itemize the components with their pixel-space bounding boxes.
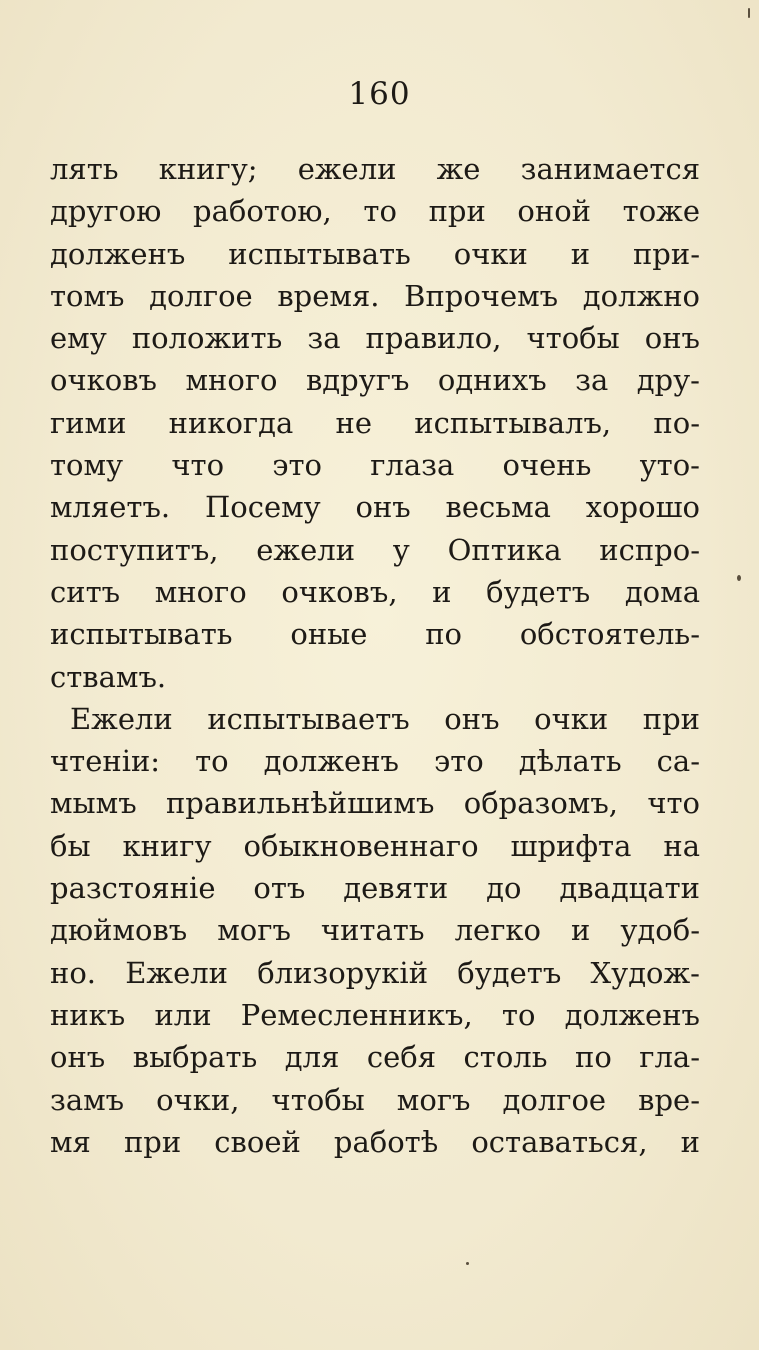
text-line: томъ долгое время. Впрочемъ должно	[50, 278, 700, 313]
text-line: разстояніе отъ девяти до двадцати	[50, 871, 700, 906]
text-line: замъ очки, чтобы могъ долгое вре-	[50, 1082, 700, 1117]
body-text	[50, 148, 700, 1163]
text-line: поступитъ, ежели у Оптика испро-	[50, 532, 700, 567]
text-line: тому что это глаза очень уто-	[50, 448, 700, 483]
text-line: ствамъ.	[50, 659, 167, 694]
text-line: но. Ежели близорукій будетъ Худож-	[50, 955, 700, 990]
paper-speck	[737, 575, 741, 581]
text-line: Ежели испытываетъ онъ очки при	[70, 701, 700, 736]
text-line: гими никогда не испытывалъ, по-	[50, 405, 700, 440]
text-line: испытывать оные по обстоятель-	[50, 617, 700, 652]
text-line: ему положить за правило, чтобы онъ	[50, 321, 700, 356]
paragraph	[50, 148, 700, 698]
text-line: мляетъ. Посему онъ весьма хорошо	[50, 490, 700, 525]
text-line: ситъ много очковъ, и будетъ дома	[50, 574, 700, 609]
text-line: дюймовъ могъ читать легко и удоб-	[50, 913, 700, 948]
paper-speck	[466, 1262, 469, 1265]
text-line: лять книгу; ежели же занимается	[50, 152, 700, 186]
text-line: другою работою, то при оной тоже	[50, 194, 700, 229]
text-line: мымъ правильнѣйшимъ образомъ, что	[50, 786, 700, 821]
text-line: мя при своей работѣ оставаться, и	[50, 1124, 700, 1159]
paper-speck	[748, 8, 750, 18]
text-line: очковъ много вдругъ однихъ за дру-	[50, 363, 700, 398]
text-line: онъ выбрать для себя столь по гла-	[50, 1040, 700, 1075]
text-line: никъ или Ремесленникъ, то долженъ	[50, 997, 700, 1032]
text-line: долженъ испытывать очки и при-	[50, 236, 700, 271]
text-line: чтеніи: то долженъ это дѣлать са-	[50, 744, 700, 779]
page-number: 160	[348, 76, 411, 112]
paragraph	[50, 698, 700, 1163]
text-line: бы книгу обыкновеннаго шрифта на	[50, 828, 700, 863]
